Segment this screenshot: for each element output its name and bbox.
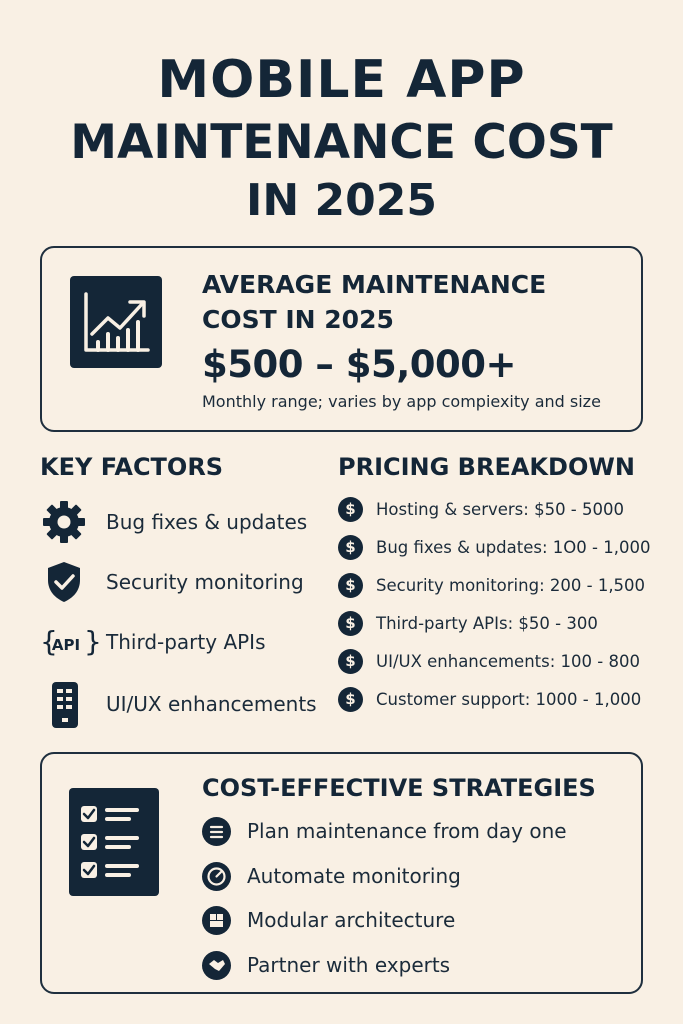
strategy-label: Automate monitoring [247,864,461,888]
average-heading-line-2: COST IN 2025 [202,305,394,334]
pricing-label: Security monitoring: 200 - 1,500 [376,576,646,595]
key-factor-item [40,498,330,546]
title-line-3: IN 2025 [246,175,437,226]
api-icon [40,618,102,666]
title-line-1: MOBILE APP [157,50,526,110]
strategies-heading: COST-EFFECTIVE STRATEGIES [202,774,596,802]
pricing-item [338,572,668,600]
shield-check-icon [40,558,88,606]
checklist-icon [69,788,159,896]
pricing-label: Bug fixes & updates: 1О0 - 1,000 [376,538,651,557]
pricing-item [338,534,668,562]
pricing-label: Third-party APIs: $50 - 300 [376,614,598,633]
svg-text:}: } [84,625,102,658]
modules-icon [202,906,231,935]
key-factor-label: Bug fixes & updates [106,510,308,534]
chart-growth-icon [70,276,162,368]
pricing-label: UI/UX enhancements: 100 - 800 [376,652,640,671]
pricing-item [338,496,668,524]
key-factor-item [40,680,330,728]
dollar-coin-icon: $ [338,535,363,560]
title-line-2: MAINTENANCE COST [70,115,613,170]
key-factor-label: Security monitoring [106,570,304,594]
dollar-list-icon [202,817,231,846]
dollar-coin-icon: $ [338,649,363,674]
strategy-label: Plan maintenance from day one [247,819,567,843]
dollar-coin-icon: $ [338,611,363,636]
handshake-icon [202,951,231,980]
strategy-item [202,905,622,935]
key-factor-label: UI/UX enhancements [106,692,317,716]
mobile-device-icon [40,680,88,728]
strategy-item [202,861,622,891]
pricing-item [338,648,668,676]
strategy-label: Partner with experts [247,953,451,977]
key-factors-heading: KEY FACTORS [40,453,224,481]
gear-icon [40,498,88,546]
dollar-coin-icon: $ [338,687,363,712]
pricing-label: Customer support: 1000 - 1,000 [376,690,642,709]
key-factor-item [40,618,330,666]
dollar-coin-icon: $ [338,573,363,598]
pricing-item [338,610,668,638]
strategy-label: Modular architecture [247,908,456,932]
api-icon-text: API [51,636,81,654]
average-cost-card [40,246,643,432]
dollar-coin-icon: $ [338,497,363,522]
pricing-item [338,686,668,714]
key-factor-label: Third-party APIs [106,630,266,654]
average-cost-range: $500 – $5,000+ [202,343,517,386]
average-cost-note: Monthly range; varies by app compiexity and size [202,392,601,411]
strategy-item [202,950,622,980]
svg-text:{: { [40,625,58,658]
pricing-label: Hosting & servers: $50 - 5000 [376,500,624,519]
strategies-card [40,752,643,994]
gauge-icon [202,862,231,891]
pricing-breakdown-heading: PRICING BREAKDOWN [338,453,635,481]
strategy-item [202,816,622,846]
key-factor-item [40,558,330,606]
average-heading-line-1: AVERAGE MAINTENANCE [202,270,547,299]
